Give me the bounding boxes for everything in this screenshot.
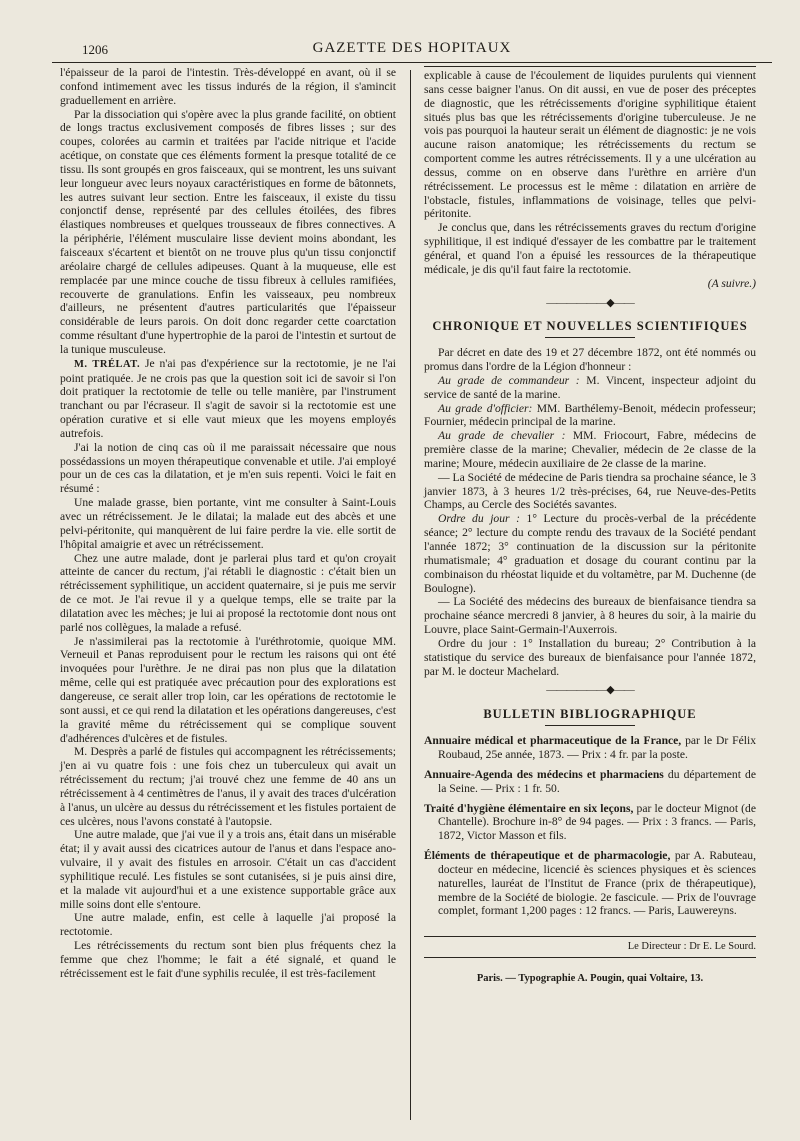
paragraph-text: Je n'ai pas d'expérience sur la rectotomie, je ne l'ai point pratiquée. Je ne crois pas que la question soit ici de savoir si l'on doit pratiquer la rectotomie de telle ou telle manière, par l'instrument tranchant ou par l'écraseur. Il s'agit de savoir si la rectotomie est une opération curative et si elle vaut mieux que les moyens employés autrefois.	[60, 356, 397, 440]
speaker-name: M. TRÉLAT.	[74, 358, 141, 370]
grade-label: Au grade de chevalier :	[438, 429, 566, 443]
paragraph: Une autre malade, enfin, est celle à laquelle j'ai proposé la rectotomie.	[60, 911, 396, 939]
bibliography-entry	[424, 849, 756, 918]
paragraph: M. Desprès a parlé de fistules qui accompagnent les rétrécissements; j'en ai vu quatre fois : une fois chez un tuberculeux qui avait un rétrécissement du rectum; j'ai trouvé chez une femme de 40 ans un rétrécissement à 4 centimètres de l'anus, il y avait des traces d'ulcération à l'anus, un ulcère au dessus du rétrécissement et les fistules portaient de ces ulcères, nous l'avons constaté à l'autopsie.	[60, 745, 396, 828]
paragraph-text: MM. Friocourt, Fabre, médecins de première classe de la marine; Chevalier, médecin de 2e classe de la marine; Moure, médecin auxiliaire de 2e classe de la marine.	[424, 429, 756, 470]
paragraph: Ordre du jour : 1° Installation du bureau; 2° Contribution à la statistique du service des bureaux de bienfaisance pour l'année 1872, par M. le docteur Machelard.	[424, 636, 756, 678]
paragraph: J'ai la notion de cinq cas où il me paraissait nécessaire que nous possédassions un moyen thérapeutique convenable et utile. J'ai employé pour un de ces cas la dilatation, et je m'en suis repenti. Voici le fait en résumé :	[60, 440, 396, 496]
director-line: Le Directeur : Dr E. Le Sourd.	[627, 941, 756, 953]
right-column	[424, 66, 756, 986]
column-divider	[410, 70, 411, 1120]
ornament-separator: ——————◆——	[546, 296, 634, 309]
paragraph: Je conclus que, dans les rétrécissements graves du rectum d'origine syphilitique, il est indiqué d'essayer de les combattre par le traitement général, et quand l'on a épuisé les ressources de la thérapeutique médicale, je dis qu'il faut faire la rectotomie.	[424, 221, 756, 276]
entry-title: Annuaire médical et pharmaceutique de la France,	[424, 734, 682, 748]
paragraph	[424, 429, 756, 471]
section-heading-chronique: CHRONIQUE ET NOUVELLES SCIENTIFIQUES	[432, 319, 748, 334]
printer-imprint: Paris. — Typographie A. Pougin, quai Voltaire, 13.	[476, 973, 704, 985]
paragraph: Je n'assimilerai pas la rectotomie à l'uréthrotomie, quoique MM. Verneuil et Panas reproduisent pour le rectum les raisons qui ont été invoquées pour l'urèthre. Je ne dirai pas non plus que la dilatation même, celle qui est pratiquée avec précaution pour des explorations est dangereuse, ce serait aller trop loin, car les opérations de rectotomie le sont aussi, et ce qui rend la dilatation et les opérations dangereuses, c'est la gravité même du rétrécissement qui se complique souvent d'adhérences d'ulcères et de fistules.	[60, 634, 396, 745]
paragraph	[60, 357, 396, 441]
entry-title: Éléments de thérapeutique et de pharmacologie,	[424, 849, 671, 863]
entry-text: par le Dr Félix Roubaud, 25e année, 1873. — Prix : 4 fr. par la poste.	[438, 734, 756, 761]
top-rule	[424, 66, 756, 67]
ornament-separator: ——————◆——	[546, 684, 634, 697]
paragraph: — La Société des médecins des bureaux de bienfaisance tiendra sa prochaine séance mercredi 8 janvier, à 8 heures du soir, à la mairie du Louvre, place Saint-Germain-l'Auxerrois.	[424, 595, 756, 637]
footer-rule	[424, 957, 756, 958]
journal-title: GAZETTE DES HOPITAUX	[312, 40, 512, 56]
agenda-label: Ordre du jour :	[438, 512, 520, 526]
paragraph: Une malade grasse, bien portante, vint me consulter à Saint-Louis avec un rétrécissement. Je le dilatai; la malade eut des abcès et une pelvi-péritonite, qui manquèrent de lui faire perdre la vie. elle sortit de l'hôpital amaigrie et avec un rétrécissement.	[60, 496, 396, 551]
paragraph: explicable à cause de l'écoulement de liquides purulents qui viennent sans cesse baigner l'anus. On dit aussi, en vue de poser des préceptes de diagnostic, que les rétrécissements d'origine syphilitique étaient situés plus bas que les rétrécissements d'origine tuberculeuse. Je ne vois pas pourquoi la hauteur serait un élément de diagnostic: je ne vois aucune raison anatomique; les rétrécissements du rectum se comportent comme les autres rétrécissements. Il y a une ulcération au dessus, comme on en observe dans l'urèthre en arrière d'un rétrécissement. Le processus est le même : dilatation en arrière de l'obstacle, fistules, inflammations de voisinage, telles que pelvi-péritonite.	[424, 69, 756, 221]
paragraph	[424, 402, 756, 430]
paragraph: Par la dissociation qui s'opère avec la plus grande facilité, on obtient de longs tractus exclusivement composés de fibres lisses ; sur des coupes, colorées au carmin et traitées par l'acide nitrique et l'acide acétique, on constate que ces éléments forment la presque totalité de ce tissu. Ils sont groupés en gros faisceaux, qui se montrent, les uns suivant leur longueur avec leurs noyaux caractéristiques en forme de bâtonnets, les autres suivant leur section. Entre les faisceaux, il existe du tissu conjonctif dense, représenté par des cellules étoilées, des fibres élastiques nombreuses et quelques trousseaux de fibres connectives. A la périphérie, l'élément musculaire lisse devient moins abondant, les faisceaux s'écartent et bientôt on ne trouve plus qu'un tissu conjonctif aréolaire chargé de cellules adipeuses. Quant à la muqueuse, elle est remplacée par une mince couche de tissu fibreux à cellules ramifiées, recouverte de granulations. Enfin les vaisseaux, peu nombreux d'ailleurs, ne présentent d'autres particularités que l'épaisseur considérable de leurs parois. On doit donc regarder cette coarctation comme résultant d'une hypertrophie de la paroi de l'intestin et surtout de la tunique musculeuse.	[60, 107, 396, 356]
entry-title: Annuaire-Agenda des médecins et pharmaciens	[424, 767, 664, 781]
signature-text: (A suivre.)	[707, 276, 756, 290]
entry-text: du département de la Seine. — Prix : 1 fr. 50.	[438, 767, 757, 795]
footer-rule	[424, 936, 756, 937]
paragraph-text: 1° Lecture du procès-verbal de la précédente séance; 2° lecture du compte rendu des travaux de la Société pendant l'année 1872; 3° continuation de la discussion sur la péritonite rhumatismale; 4° graduation et dosage du courant continu par la combinaison du rhéostat liquide et du voltamètre, par M. Duchenne (de Boulogne).	[424, 512, 756, 595]
grade-label: Au grade d'officier:	[438, 401, 533, 415]
paragraph-text: M. Vincent, inspecteur adjoint du service de santé de la marine.	[424, 373, 756, 401]
paragraph: l'épaisseur de la paroi de l'intestin. Très-développé en avant, où il se confond intimement avec les tissus indurés de la région, il s'amincit graduellement en arrière.	[60, 66, 396, 107]
paragraph: Une autre malade, que j'ai vue il y a trois ans, était dans un misérable état; il y avait aussi des cicatrices autour de l'anus et dans l'espace ano-vulvaire, il y avait des fistules en arrosoir. C'était un cas d'accident syphilitique reculé. Les fistules se sont cutanisées, si je puis ainsi dire, et la malade vit aujourd'hui et a une existence supportable grâce aux mille soins dont elle s'entoure.	[60, 828, 396, 911]
paragraph-text: MM. Barthélemy-Benoit, médecin professeur; Fournier, médecin principal de la marine.	[424, 401, 756, 429]
entry-text: par A. Rabuteau, docteur en médecine, licencié ès sciences physiques et ès sciences naturelles, lauréat de l'Institut de France (prix de thérapeutique), membre de la Société de biologie. 2e fascicule. — Prix de l'ouvrage complet, formant 1,200 pages : 12 francs. — Paris, Lauwereyns.	[438, 849, 757, 918]
bibliography-entry	[424, 734, 756, 762]
paragraph: — La Société de médecine de Paris tiendra sa prochaine séance, le 3 janvier 1873, à 3 heures 1/2 très-précises, 64, rue Neuve-des-Petits Champs, au Cercle des Sociétés savantes.	[424, 470, 756, 512]
paragraph: Par décret en date des 19 et 27 décembre 1872, ont été nommés ou promus dans l'ordre de la Légion d'honneur :	[424, 346, 756, 374]
page-header	[52, 40, 772, 63]
entry-title: Traité d'hygiène élémentaire en six leçons,	[424, 801, 634, 815]
to-be-continued	[424, 277, 756, 291]
entry-text: par le docteur Mignot (de Chantelle). Brochure in-8° de 94 pages. — Prix : 3 francs. — Paris, 1872, Victor Masson et fils.	[438, 801, 756, 843]
heading-rule	[545, 337, 635, 338]
bibliography-entry	[424, 802, 756, 844]
grade-label: Au grade de commandeur :	[438, 373, 580, 387]
page-number: 1206	[82, 42, 108, 57]
bibliography-entry	[424, 768, 756, 796]
paragraph	[424, 512, 756, 595]
section-heading-bulletin: BULLETIN BIBLIOGRAPHIQUE	[483, 707, 697, 722]
paragraph: Chez une autre malade, dont je parlerai plus tard et qu'on croyait atteinte de cancer du rectum, j'ai rétabli le diagnostic : c'était bien un rétrécissement syphilitique, un accident quaternaire, si je puis me servir de ce mot. Je l'ai revue il y a quelque temps, elle se traite par la dilatation avec les mèches; je lui ai proposé la rectotomie dont nous ont parlé nos collègues, la malade a refusé.	[60, 551, 396, 634]
paragraph: Les rétrécissements du rectum sont bien plus fréquents chez la femme que chez l'homme; le fait a été signalé, et quand le rétrécissement est le fait d'une syphilis reculée, il est très-facilement	[60, 939, 396, 980]
heading-rule	[545, 725, 635, 726]
paragraph	[424, 374, 756, 402]
left-column	[60, 66, 396, 981]
